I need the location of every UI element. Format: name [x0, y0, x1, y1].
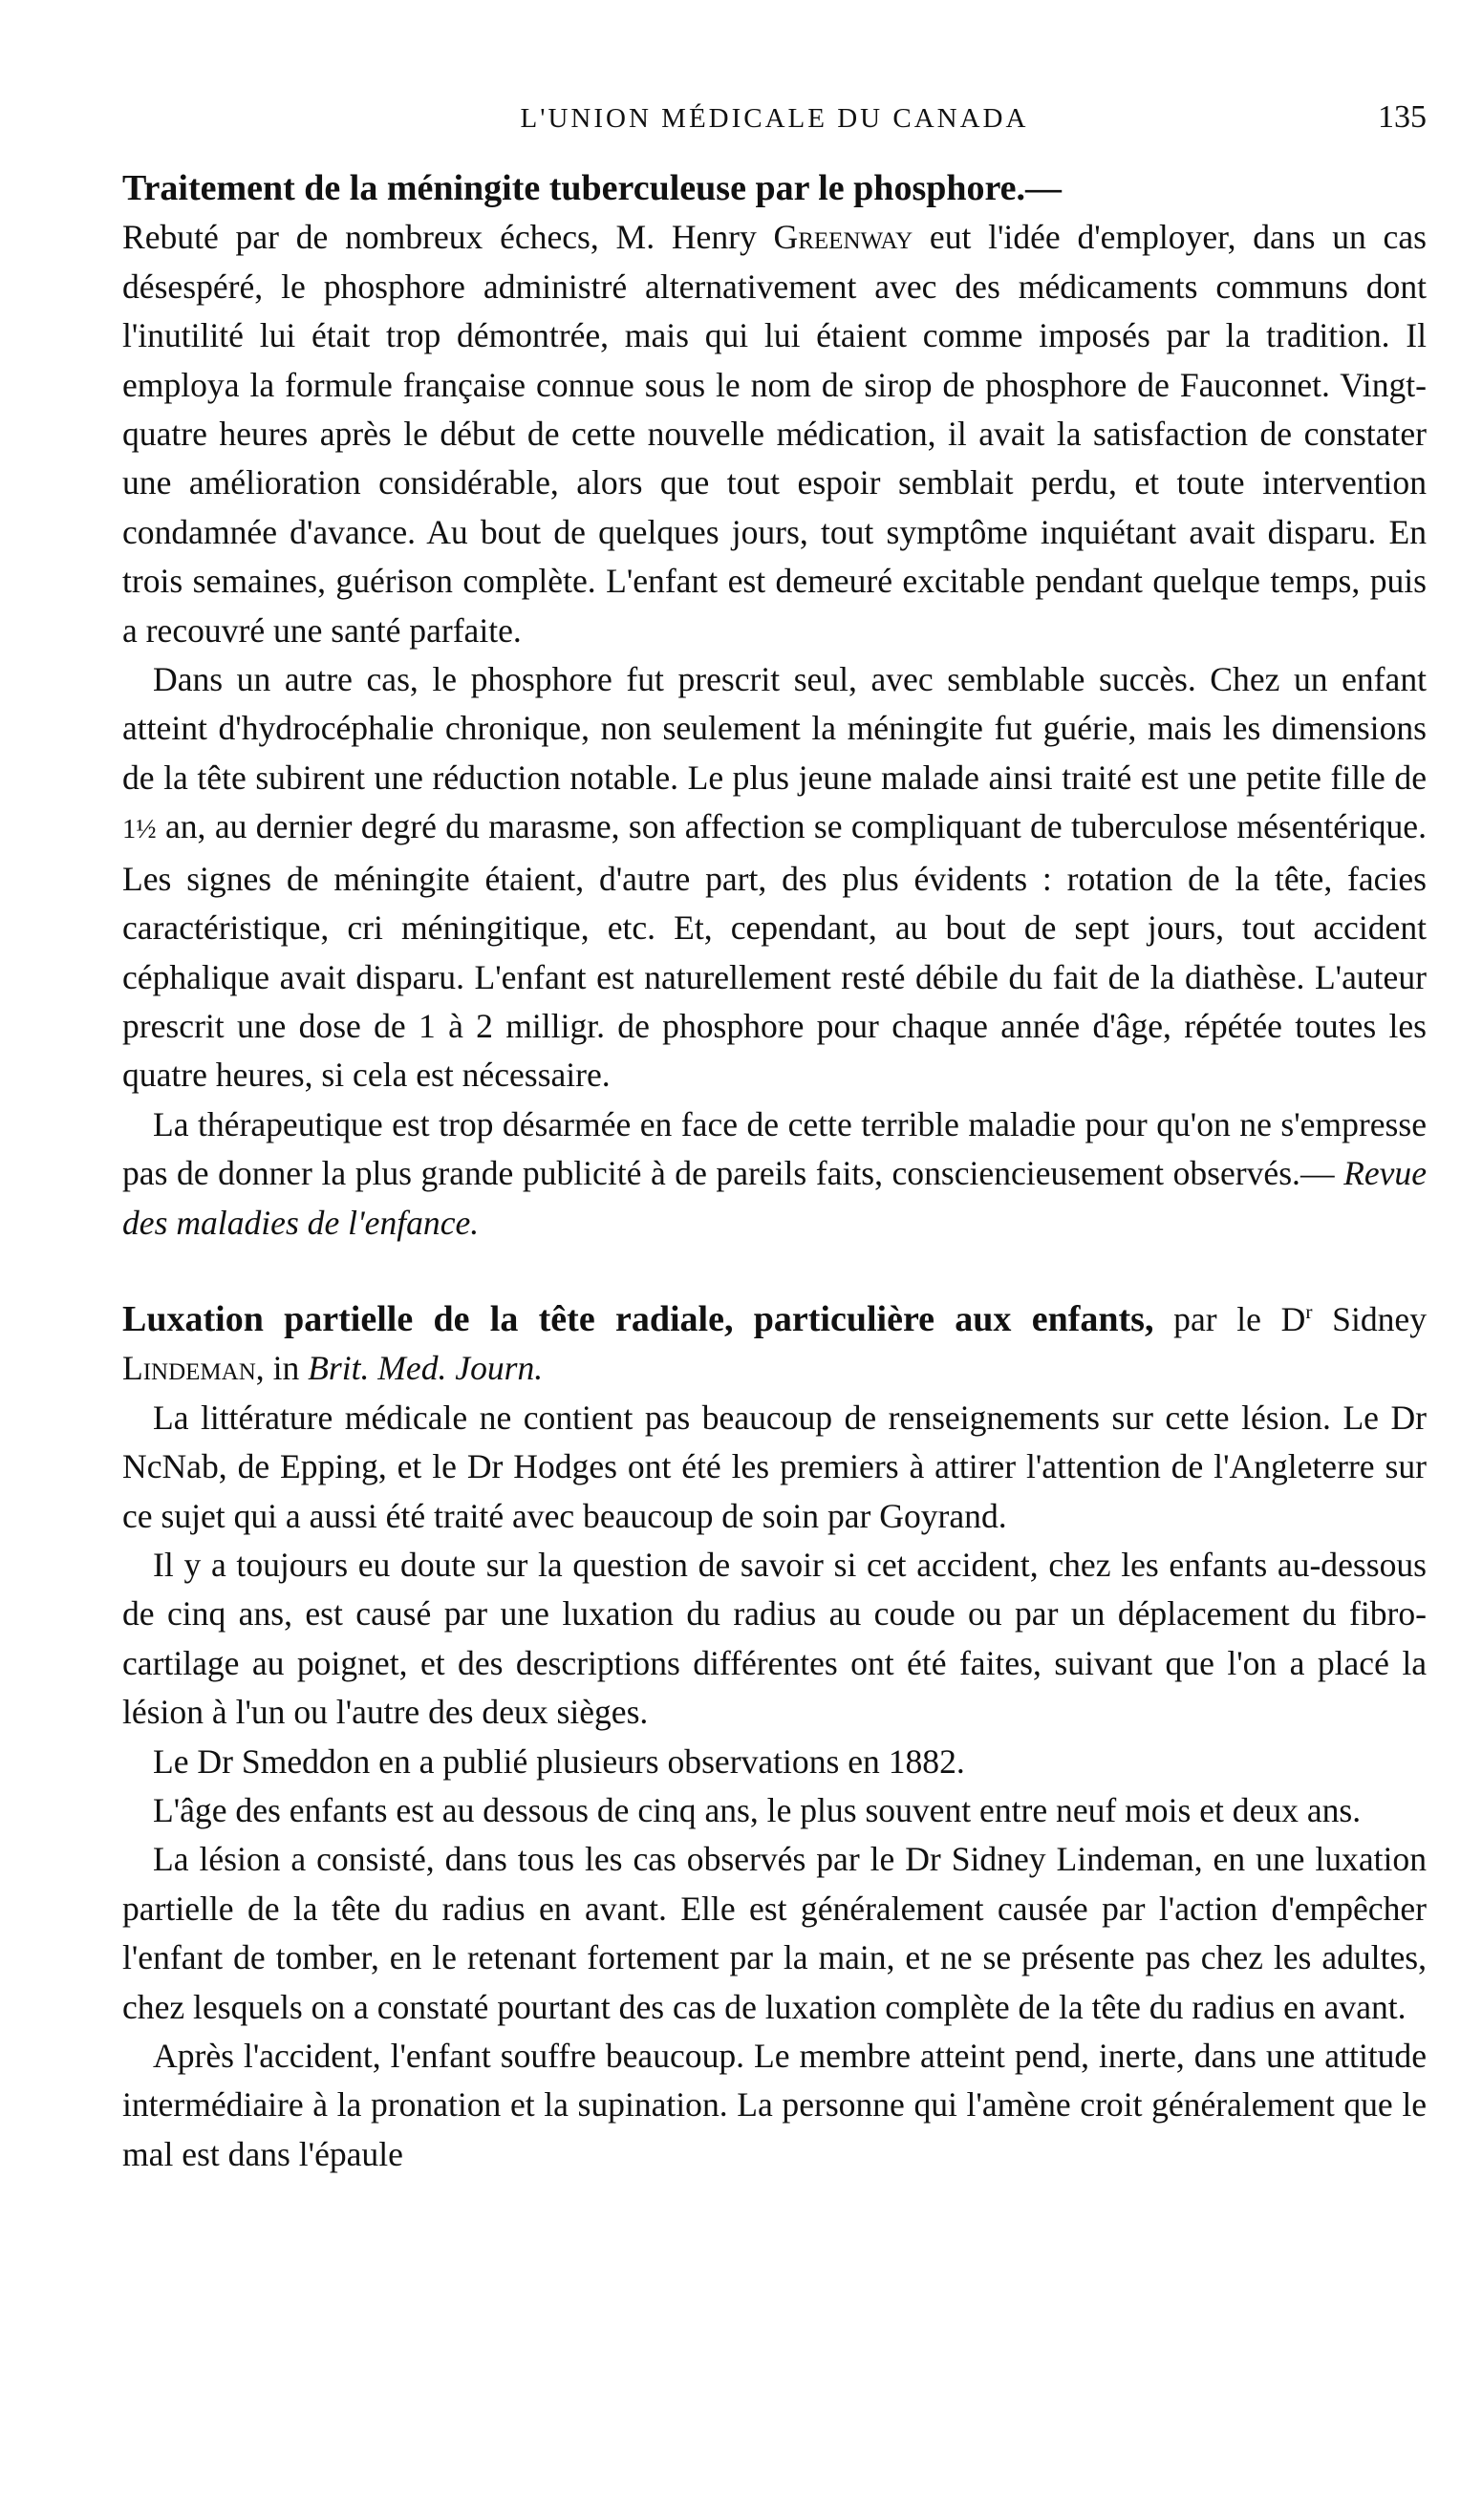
- article1-text-b: eut l'idée d'employer, dans un cas désespéré, le phosphore administré alternativement avec des médicaments communs dont l'inutilité lui était trop démontrée, mais qui lui étaient comme imposés par la tradition. Il employa la formule française connue sous le nom de sirop de phosphore de Fauconnet. Vingt-quatre heures après le début de cette nouvelle médication, il avait la satisfaction de constater une amélioration considérable, alors que tout espoir semblait perdu, et toute intervention condamnée d'avance. Au bout de quelques jours, tout symptôme inquiétant avait disparu. En trois semaines, guérison complète. L'enfant est demeuré excitable pendant quelque temps, puis a recouvré une santé parfaite.: [122, 218, 1427, 650]
- article2-dr-sup: r: [1305, 1300, 1313, 1324]
- article1-p2-age: 1½: [122, 815, 157, 845]
- article2-journal: Brit. Med. Journ.: [308, 1349, 544, 1388]
- article2-title: Luxation partielle de la tête radiale, particulière aux enfants,: [122, 1298, 1154, 1339]
- article2-paragraph-1: La littérature médicale ne contient pas beaucoup de renseignements sur cette lésion. Le Dr NcNab, de Epping, et le Dr Hodges ont été les premiers à attirer l'attention de l'Angleterre sur ce sujet qui a aussi été traité avec beaucoup de soin par Goyrand.: [122, 1398, 1427, 1535]
- article1-paragraph-3: [122, 1100, 1427, 1248]
- article1-author: Greenway: [773, 218, 913, 257]
- article2-paragraph-5: La lésion a consisté, dans tous les cas observés par le Dr Sidney Lindeman, en une luxation partielle de la tête du radius en avant. Elle est généralement causée par l'action d'empêcher l'enfant de tomber, en le retenant fortement par la main, et ne se présente pas chez les adultes, chez lesquels on a constaté pourtant des cas de luxation complète de la tête du radius en avant.: [122, 1840, 1427, 2026]
- article-phosphore: [122, 164, 1427, 1248]
- article1-title: Traitement de la méningite tuberculeuse par le phosphore.—: [122, 168, 1063, 208]
- page-number: 135: [1378, 99, 1427, 135]
- article1-text-a: Rebuté par de nombreux échecs, M. Henry: [122, 218, 774, 257]
- article1-paragraph-2: [122, 655, 1427, 1100]
- article2-paragraph-4: L'âge des enfants est au dessous de cinq ans, le plus souvent entre neuf mois et deux ans.: [153, 1791, 1362, 1829]
- article1-paragraph-1: [122, 164, 1427, 655]
- article2-paragraph-2: Il y a toujours eu doute sur la question de savoir si cet accident, chez les enfants au-dessous de cinq ans, est causé par une luxation du radius au coude ou par un déplacement du fibro-cartilage au poignet, et des descriptions différentes ont été faites, suivant que l'on a placé la lésion à l'un ou l'autre des deux sièges.: [122, 1545, 1427, 1732]
- running-title: L'UNION MÉDICALE DU CANADA: [520, 103, 1029, 134]
- article2-heading: [122, 1295, 1427, 1394]
- article-luxation: [122, 1295, 1427, 2179]
- article1-source: Revue des maladies de l'enfance.: [122, 1154, 1427, 1242]
- article2-author-first: Sidney: [1312, 1299, 1427, 1338]
- article1-p2-text-a: Dans un autre cas, le phosphore fut prescrit seul, avec semblable succès. Chez un enfant atteint d'hydrocéphalie chronique, non seulement la méningite fut guérie, mais les dimensions de la tête subirent une réduction notable. Le plus jeune malade ainsi traité est une petite fille de: [122, 660, 1427, 797]
- article1-p2-text-b: an, au dernier degré du marasme, son affection se compliquant de tuberculose mésentérique. Les signes de méningite étaient, d'autre part, des plus évidents : rotation de la tête, facies caractéristique, cri méningitique, etc. Et, cependant, au bout de sept jours, tout accident céphalique avait disparu. L'enfant est naturellement resté débile du fait de la diathèse. L'auteur prescrit une dose de 1 à 2 milligr. de phosphore pour chaque année d'âge, répétée toutes les quatre heures, si cela est nécessaire.: [122, 807, 1427, 1095]
- article2-in: , in: [255, 1349, 309, 1388]
- article2-paragraph-3: Le Dr Smeddon en a publié plusieurs observations en 1882.: [153, 1741, 965, 1781]
- article2-by: par le D: [1153, 1299, 1306, 1338]
- article2-author: Lindeman: [122, 1349, 256, 1388]
- article1-p3-text: La thérapeutique est trop désarmée en face de cette terrible maladie pour qu'on ne s'empresse pas de donner la plus grande publicité à de pareils faits, consciencieusement observés.—: [122, 1104, 1427, 1193]
- journal-page: [122, 96, 1427, 2179]
- running-head: [122, 96, 1427, 153]
- article2-paragraph-6: Après l'accident, l'enfant souffre beaucoup. Le membre atteint pend, inerte, dans une attitude intermédiaire à la pronation et la supination. La personne qui l'amène croit généralement que le mal est dans l'épaule: [122, 2037, 1427, 2173]
